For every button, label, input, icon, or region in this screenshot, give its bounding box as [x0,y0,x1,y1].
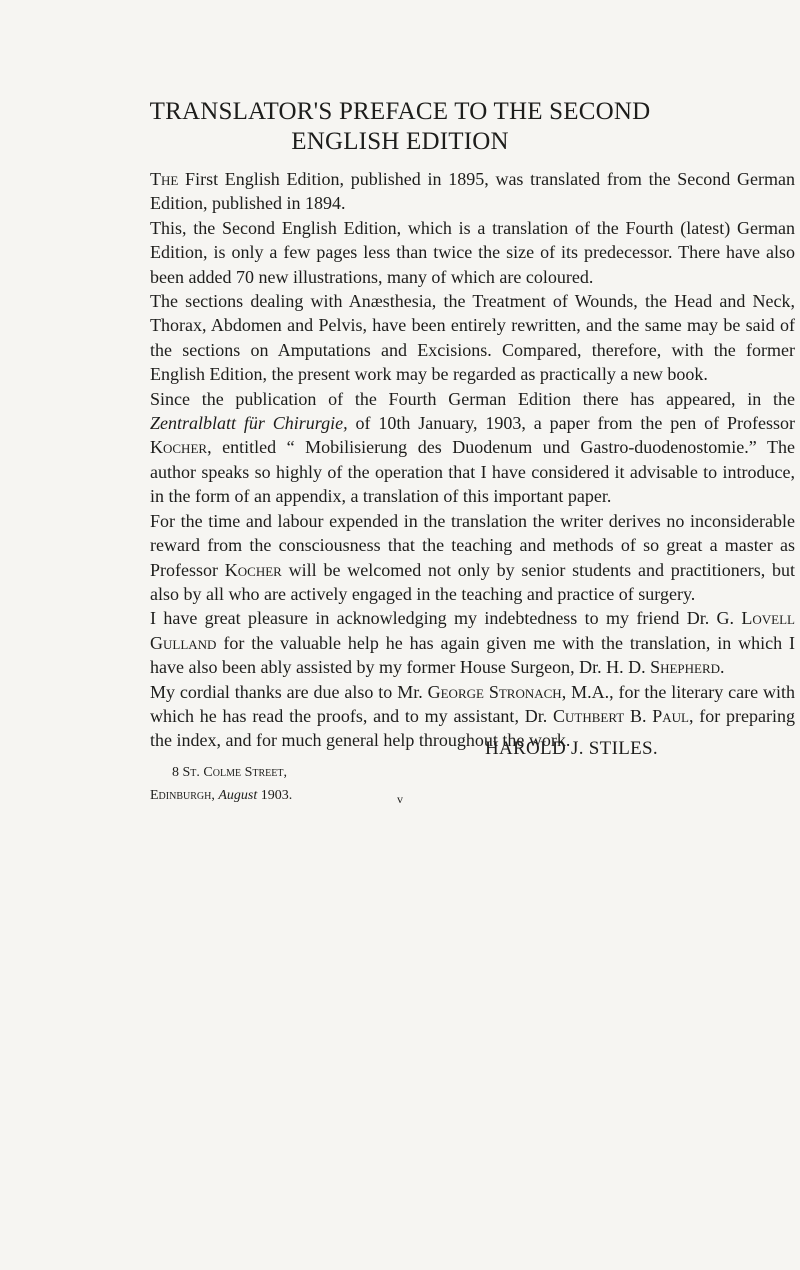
person-name-stronach: George Stronach [427,681,562,702]
title-line-2: ENGLISH EDITION [291,128,509,155]
paragraph-1 [150,167,795,216]
journal-title: Zentralblatt für Chirurgie, [150,413,348,434]
title-line-1: TRANSLATOR'S PREFACE TO THE SECOND [149,98,651,125]
paragraph-7-a: My cordial thanks are due also to Mr. [150,681,428,702]
paragraph-6-c: . [720,657,725,678]
paragraph-7-b: , M.A., for the literary care with which he has read the proofs, and to my assistant, Dr. [150,681,795,726]
paragraph-6 [150,606,795,679]
paragraph-5-a: For the time and labour expended in the translation the writer derives no inconsiderable reward from the consciousness that the teaching and methods of so great a master as Professor [150,510,795,580]
paragraph-6-b: for the valuable help he has again given me with the translation, in which I have also been ably assisted by my former House Surgeon, Dr. H. D. [150,632,795,678]
page-number: v [397,792,403,806]
person-name-kocher: Kocher [150,437,208,458]
address-year: 1903. [260,788,293,803]
page-title [0,97,800,157]
signature: HAROLD J. STILES. [485,738,658,759]
paragraph-2: This, the Second English Edition, which is a translation of the Fourth (latest) German Edition, is only a few pages less than twice the size of its predecessor. There have also been added 70 new illustrations, many of which are coloured. [150,217,795,287]
person-name-gulland: Lovell Gulland [150,608,795,653]
person-name-paul: Cuthbert B. Paul [553,705,689,726]
paragraph-1-text: First English Edition, published in 1895, was translated from the Second German Edition, published in 1894. [150,169,795,214]
paragraph-4-a: Since the publication of the Fourth German Edition there has appeared, in the [150,388,795,409]
paragraph-6-a: I have great pleasure in acknowledging my indebtedness to my friend Dr. G. [150,608,742,629]
address-city: Edinburgh, [150,788,215,803]
paragraph-3: The sections dealing with Anæsthesia, the Treatment of Wounds, the Head and Neck, Thorax, Abdomen and Pelvis, have been entirely rewritten, and the same may be said of the sections on Amputations and Excisions. Compared, therefore, with the former English Edition, the present work may be regarded as practically a new book. [150,291,795,385]
person-name-shepherd: Shepherd [650,657,721,678]
address-month: August [218,788,258,803]
person-name-kocher: Kocher [224,559,282,580]
paragraph-5-b: will be welcomed not only by senior students and practitioners, but also by all who are actively engaged in the teaching and practice of surgery. [150,559,795,604]
paragraph-4 [150,387,795,509]
paragraph-7-c: , for preparing the index, and for much general help throughout the work. [150,705,795,751]
paragraph-4-c: , entitled “ Mobilisierung des Duodenum und Gastro-duodenostomie.” The author speaks so highly of the operation that I have considered it advisable to introduce, in the form of an appendix, a translation of this important paper. [150,437,795,507]
paragraph-5 [150,509,795,607]
address-street: 8 St. Colme Street, [172,765,287,780]
preface-body [150,167,795,753]
paragraph-7 [150,680,795,753]
paragraph-1-lead: The [150,169,179,189]
paragraph-4-b: of 10th January, 1903, a paper from the pen of Professor [347,413,795,434]
